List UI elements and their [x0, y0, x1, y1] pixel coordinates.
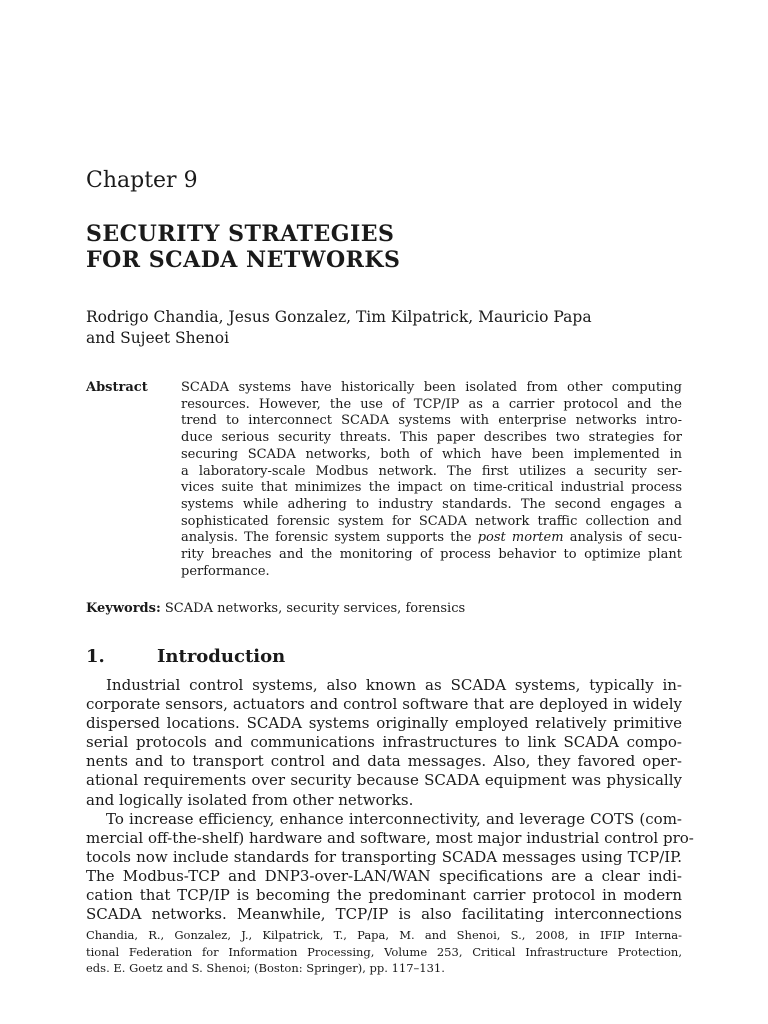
abstract-text-segment: analysis of secu- [563, 530, 682, 546]
abstract-line: trend to interconnect SCADA systems with enterprise networks intro- [181, 413, 682, 429]
title-line-2: FOR SCADA NETWORKS [86, 247, 401, 273]
author-line-2: and Sujeet Shenoi [86, 329, 230, 347]
abstract-line: sophisticated forensic system for SCADA network traffic collection and [181, 513, 682, 529]
abstract-line: duce serious security threats. This paper describes two strategies for [181, 430, 682, 446]
footnote-line: tional Federation for Information Processing, Volume 253, Critical Infrastructure Protection, [86, 944, 682, 959]
body-line: corporate sensors, actuators and control software that are deployed in widely [86, 695, 682, 714]
body-line: ational requirements over security because SCADA equipment was physically [86, 771, 682, 790]
footnote-line: Chandia, R., Gonzalez, J., Kilpatrick, T., Papa, M. and Shenoi, S., 2008, in IFIP Interna- [86, 928, 682, 942]
body-line: To increase efficiency, enhance interconnectivity, and leverage COTS (com- [106, 809, 682, 828]
abstract-line: rity breaches and the monitoring of process behavior to optimize plant [181, 547, 682, 563]
keywords [86, 600, 465, 617]
body-line: mercial off-the-shelf) hardware and software, most major industrial control pro- [86, 828, 694, 847]
paper-title [86, 221, 400, 273]
abstract-line [181, 530, 682, 547]
body-line: Industrial control systems, also known as SCADA systems, typically in- [106, 676, 682, 694]
body-line: The Modbus-TCP and DNP3-over-LAN/WAN specifications are a clear indi- [86, 866, 682, 885]
body-line: dispersed locations. SCADA systems originally employed relatively primitive [86, 714, 682, 733]
abstract-line: resources. However, the use of TCP/IP as a carrier protocol and the [181, 396, 682, 412]
body-line: nents and to transport control and data messages. Also, they favored oper- [86, 752, 682, 771]
body-text [86, 676, 694, 924]
body-line: cation that TCP/IP is becoming the predominant carrier protocol in modern [86, 886, 682, 905]
abstract-italic-term: post mortem [477, 530, 564, 546]
abstract-label: Abstract [86, 380, 148, 395]
body-line: and logically isolated from other networks. [86, 790, 414, 809]
abstract-line: a laboratory-scale Modbus network. The first utilizes a security ser- [181, 463, 682, 479]
title-line-1: SECURITY STRATEGIES [86, 221, 395, 247]
citation-footnote [86, 927, 682, 977]
keywords-text: SCADA networks, security services, forensics [164, 601, 466, 616]
chapter-label: Chapter 9 [86, 168, 198, 193]
author-list [86, 307, 682, 349]
abstract-line: SCADA systems have historically been isolated from other computing [181, 380, 682, 395]
paper-page [86, 0, 694, 1024]
body-line: SCADA networks. Meanwhile, TCP/IP is also facilitating interconnections [86, 905, 682, 924]
section-heading [86, 645, 285, 669]
abstract-line: performance. [181, 563, 270, 579]
body-line: serial protocols and communications infrastructures to link SCADA compo- [86, 733, 682, 752]
abstract-text [181, 380, 682, 580]
abstract-line: securing SCADA networks, both of which have been implemented in [181, 446, 682, 462]
section-number: 1. [86, 646, 105, 667]
abstract-line: systems while adhering to industry standards. The second engages a [181, 496, 682, 512]
section-title: Introduction [157, 646, 286, 667]
body-line: tocols now include standards for transporting SCADA messages using TCP/IP. [86, 847, 682, 866]
abstract-text-segment: analysis. The forensic system supports the [181, 530, 478, 546]
keywords-label: Keywords: [86, 601, 161, 616]
author-line-1: Rodrigo Chandia, Jesus Gonzalez, Tim Kilpatrick, Mauricio Papa [86, 308, 592, 326]
abstract-line: vices suite that minimizes the impact on time-critical industrial process [181, 480, 682, 496]
footnote-line: eds. E. Goetz and S. Shenoi; (Boston: Springer), pp. 117–131. [86, 961, 445, 976]
